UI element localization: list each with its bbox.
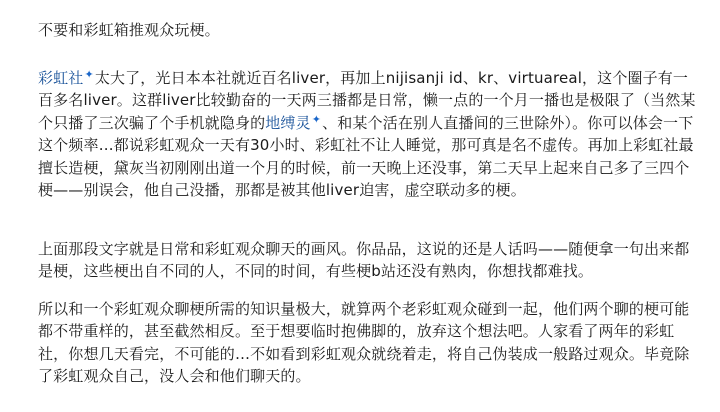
paragraph-nijisanji-text-a: 太大了，光日本本社就近百名liver，再加上nijisanji id、kr、virtuareal，这个圈子有一百多名liver。这群liver比较勤奋的一天两三播都是日常，懒一点的一个月一播也是极限了（当然某个只播了三次骗了个手机就隐身的 <box>38 69 696 132</box>
paragraph-conclusion <box>38 298 700 388</box>
link-dibaoling[interactable] <box>265 114 322 132</box>
paragraph-chat-style-text: 上面那段文字就是日常和彩虹观众聊天的画风。你品品，这说的还是人话吗——随便拿一句出来都是梗，这些梗出自不同的人，不同的时间，有些梗b站还没有熟肉，你想找都难找。 <box>38 240 690 281</box>
sparkle-icon: ✦ <box>311 112 322 126</box>
paragraph-intro-text: 不要和彩虹箱推观众玩梗。 <box>38 21 220 39</box>
paragraph-chat-style <box>38 238 700 283</box>
paragraph-intro <box>38 19 700 41</box>
link-dibaoling-label[interactable]: 地缚灵 <box>265 113 311 132</box>
paragraph-conclusion-text: 所以和一个彩虹观众聊梗所需的知识量极大，就算两个老彩虹观众碰到一起，他们两个聊的梗可能都不带重样的，甚至截然相反。至于想要临时抱佛脚的，放弃这个想法吧。人家看了两年的彩虹社，你想几天看完，不可能的…不如看到彩虹观众就绕着走，将自己伪装成一般路过观众。毕竟除了彩虹观众自己，没人会和他们聊天的。 <box>38 300 690 386</box>
paragraph-nijisanji-text-b: 、和某个活在别人直播间的三世除外）。你可以体会一下这个频率…都说彩虹观众一天有30小时、彩虹社不让人睡觉，那可真是名不虚传。再加上彩虹社最擅长造梗，黛灰当初刚刚出道一个月的时候，前一天晚上还没事，第二天早上起来自己多了三四个梗——别误会，他自己没播，那都是被其他liver迫害，虚空联动多的梗。 <box>38 113 694 200</box>
link-nijisanji-label[interactable]: 彩虹社 <box>38 69 84 87</box>
sparkle-icon: ✦ <box>84 68 94 81</box>
paragraph-nijisanji <box>38 67 700 201</box>
link-nijisanji[interactable] <box>38 69 95 87</box>
